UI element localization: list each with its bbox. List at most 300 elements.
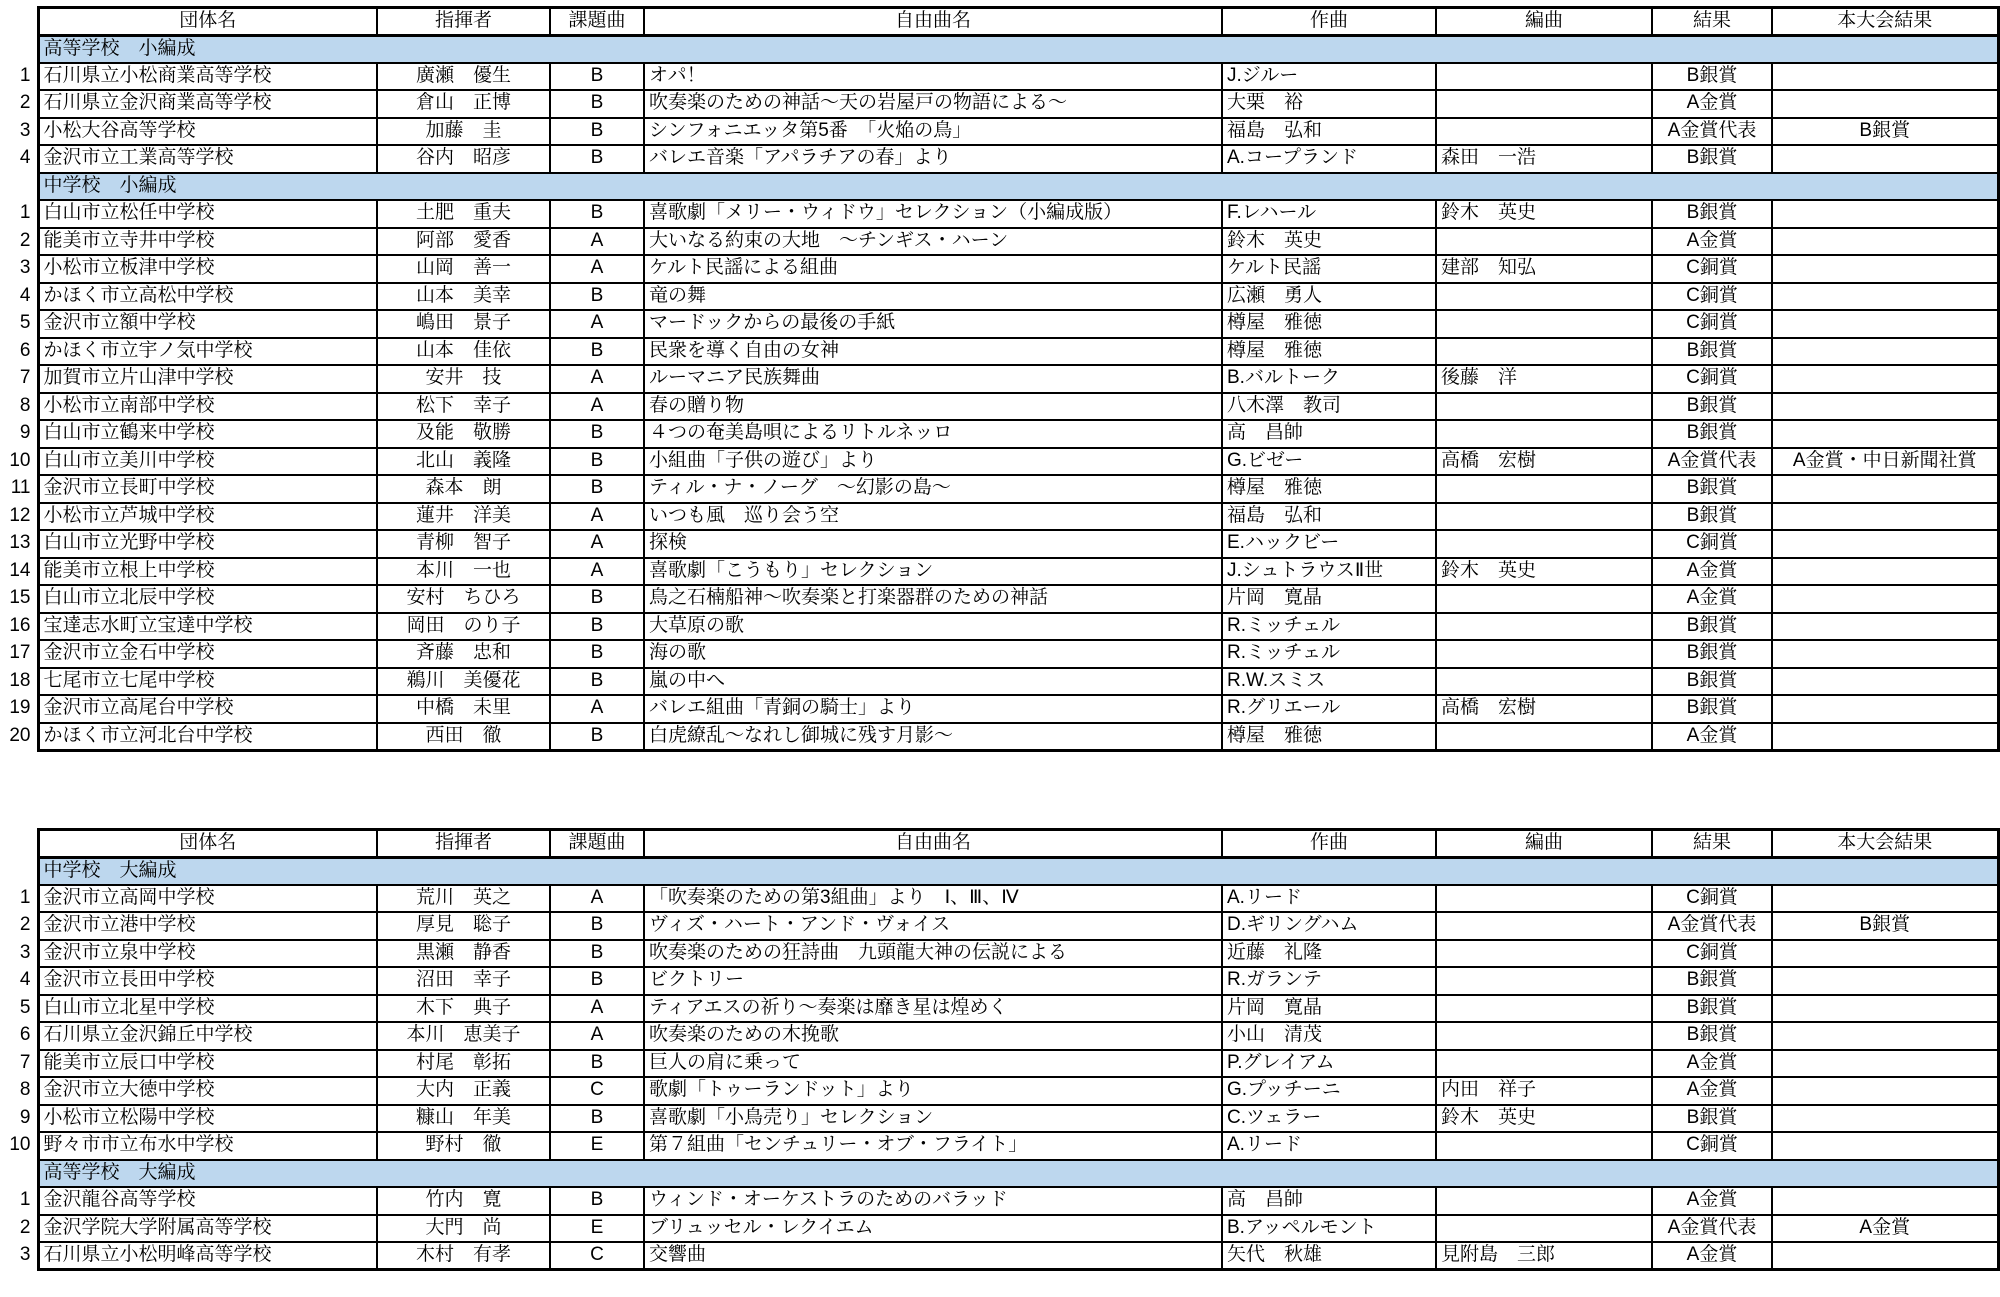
national_result-cell bbox=[1772, 475, 1998, 503]
conductor-cell: 安井 技 bbox=[377, 365, 550, 393]
table-row bbox=[0, 912, 1998, 940]
row-number-gutter bbox=[0, 830, 38, 858]
national_result-cell: A金賞・中日新聞社賞 bbox=[1772, 448, 1998, 476]
row-number: 19 bbox=[0, 695, 38, 723]
table-row bbox=[0, 63, 1998, 91]
national_result-cell bbox=[1772, 228, 1998, 256]
arranger-cell: 内田 祥子 bbox=[1436, 1077, 1652, 1105]
composer-cell: 福島 弘和 bbox=[1222, 503, 1436, 531]
group-cell: 金沢市立長田中学校 bbox=[38, 967, 377, 995]
column-header-result: 結果 bbox=[1652, 830, 1772, 858]
result-cell: C銅賞 bbox=[1652, 365, 1772, 393]
column-header-national_result: 本大会結果 bbox=[1772, 830, 1998, 858]
free_piece-cell: 竜の舞 bbox=[644, 283, 1222, 311]
row-number: 3 bbox=[0, 940, 38, 968]
set_piece-cell: E bbox=[550, 1215, 644, 1243]
free_piece-cell: ４つの奄美島唄によるリトルネッロ bbox=[644, 420, 1222, 448]
result-cell: C銅賞 bbox=[1652, 940, 1772, 968]
result-cell: B銀賞 bbox=[1652, 695, 1772, 723]
group-cell: 小松市立芦城中学校 bbox=[38, 503, 377, 531]
composer-cell: B.バルトーク bbox=[1222, 365, 1436, 393]
result-cell: B銀賞 bbox=[1652, 200, 1772, 228]
free_piece-cell: ティル・ナ・ノーグ ～幻影の島～ bbox=[644, 475, 1222, 503]
national_result-cell bbox=[1772, 90, 1998, 118]
set_piece-cell: A bbox=[550, 255, 644, 283]
set_piece-cell: A bbox=[550, 995, 644, 1023]
table-row bbox=[0, 695, 1998, 723]
composer-cell: 福島 弘和 bbox=[1222, 118, 1436, 146]
table-row bbox=[0, 118, 1998, 146]
national_result-cell: B銀賞 bbox=[1772, 912, 1998, 940]
national_result-cell bbox=[1772, 558, 1998, 586]
table-row bbox=[0, 90, 1998, 118]
result-cell: B銀賞 bbox=[1652, 420, 1772, 448]
group-cell: かほく市立河北台中学校 bbox=[38, 723, 377, 751]
row-number: 17 bbox=[0, 640, 38, 668]
row-number: 20 bbox=[0, 723, 38, 751]
free_piece-cell: 吹奏楽のための神話～天の岩屋戸の物語による～ bbox=[644, 90, 1222, 118]
arranger-cell bbox=[1436, 1187, 1652, 1215]
set_piece-cell: E bbox=[550, 1132, 644, 1160]
set_piece-cell: B bbox=[550, 940, 644, 968]
row-number: 1 bbox=[0, 63, 38, 91]
arranger-cell bbox=[1436, 995, 1652, 1023]
result-cell: B銀賞 bbox=[1652, 967, 1772, 995]
conductor-cell: 嶋田 景子 bbox=[377, 310, 550, 338]
group-cell: 金沢市立高岡中学校 bbox=[38, 885, 377, 913]
group-cell: 金沢市立金石中学校 bbox=[38, 640, 377, 668]
row-number: 12 bbox=[0, 503, 38, 531]
national_result-cell bbox=[1772, 530, 1998, 558]
composer-cell: 矢代 秋雄 bbox=[1222, 1242, 1436, 1270]
column-header-arranger: 編曲 bbox=[1436, 830, 1652, 858]
group-cell: 白山市立光野中学校 bbox=[38, 530, 377, 558]
row-number: 1 bbox=[0, 200, 38, 228]
free_piece-cell: ルーマニア民族舞曲 bbox=[644, 365, 1222, 393]
free_piece-cell: 鳥之石楠船神～吹奏楽と打楽器群のための神話 bbox=[644, 585, 1222, 613]
national_result-cell: A金賞 bbox=[1772, 1215, 1998, 1243]
column-header-set_piece: 課題曲 bbox=[550, 8, 644, 36]
arranger-cell: 森田 一浩 bbox=[1436, 145, 1652, 173]
composer-cell: 鈴木 英史 bbox=[1222, 228, 1436, 256]
arranger-cell: 後藤 洋 bbox=[1436, 365, 1652, 393]
set_piece-cell: B bbox=[550, 420, 644, 448]
composer-cell: P.グレイアム bbox=[1222, 1050, 1436, 1078]
composer-cell: 片岡 寛晶 bbox=[1222, 585, 1436, 613]
row-number: 3 bbox=[0, 255, 38, 283]
row-number bbox=[0, 173, 38, 201]
national_result-cell bbox=[1772, 503, 1998, 531]
composer-cell: R.W.スミス bbox=[1222, 668, 1436, 696]
table-row bbox=[0, 365, 1998, 393]
table-row bbox=[0, 145, 1998, 173]
free_piece-cell: 巨人の肩に乗って bbox=[644, 1050, 1222, 1078]
row-number: 13 bbox=[0, 530, 38, 558]
result-cell: C銅賞 bbox=[1652, 1132, 1772, 1160]
set_piece-cell: A bbox=[550, 393, 644, 421]
national_result-cell bbox=[1772, 1077, 1998, 1105]
group-cell: 金沢学院大学附属高等学校 bbox=[38, 1215, 377, 1243]
conductor-cell: 阿部 愛香 bbox=[377, 228, 550, 256]
table-row bbox=[0, 310, 1998, 338]
conductor-cell: 荒川 英之 bbox=[377, 885, 550, 913]
result-cell: A金賞 bbox=[1652, 585, 1772, 613]
row-number: 14 bbox=[0, 558, 38, 586]
table-row bbox=[0, 1242, 1998, 1270]
set_piece-cell: B bbox=[550, 640, 644, 668]
table-row bbox=[0, 1187, 1998, 1215]
set_piece-cell: B bbox=[550, 967, 644, 995]
table-row bbox=[0, 1105, 1998, 1133]
column-header-free_piece: 自由曲名 bbox=[644, 8, 1222, 36]
national_result-cell bbox=[1772, 585, 1998, 613]
result-cell: B銀賞 bbox=[1652, 145, 1772, 173]
group-cell: 白山市立松任中学校 bbox=[38, 200, 377, 228]
national_result-cell bbox=[1772, 1105, 1998, 1133]
column-header-national_result: 本大会結果 bbox=[1772, 8, 1998, 36]
set_piece-cell: B bbox=[550, 585, 644, 613]
group-cell: 宝達志水町立宝達中学校 bbox=[38, 613, 377, 641]
conductor-cell: 村尾 彰拓 bbox=[377, 1050, 550, 1078]
free_piece-cell: ウィンド・オーケストラのためのバラッド bbox=[644, 1187, 1222, 1215]
composer-cell: R.ガランテ bbox=[1222, 967, 1436, 995]
composer-cell: C.ツェラー bbox=[1222, 1105, 1436, 1133]
free_piece-cell: マードックからの最後の手紙 bbox=[644, 310, 1222, 338]
column-header-conductor: 指揮者 bbox=[377, 8, 550, 36]
arranger-cell bbox=[1436, 885, 1652, 913]
conductor-cell: 山本 佳依 bbox=[377, 338, 550, 366]
group-cell: 金沢市立大徳中学校 bbox=[38, 1077, 377, 1105]
composer-cell: G.ビゼー bbox=[1222, 448, 1436, 476]
row-number: 7 bbox=[0, 365, 38, 393]
row-number: 9 bbox=[0, 420, 38, 448]
result-cell: A金賞 bbox=[1652, 228, 1772, 256]
result-cell: A金賞 bbox=[1652, 558, 1772, 586]
result-cell: C銅賞 bbox=[1652, 530, 1772, 558]
table-row bbox=[0, 640, 1998, 668]
free_piece-cell: 吹奏楽のための木挽歌 bbox=[644, 1022, 1222, 1050]
national_result-cell bbox=[1772, 365, 1998, 393]
table-row bbox=[0, 420, 1998, 448]
column-header-conductor: 指揮者 bbox=[377, 830, 550, 858]
table-row bbox=[0, 613, 1998, 641]
set_piece-cell: B bbox=[550, 338, 644, 366]
set_piece-cell: B bbox=[550, 118, 644, 146]
result-cell: A金賞代表 bbox=[1652, 118, 1772, 146]
set_piece-cell: B bbox=[550, 1050, 644, 1078]
arranger-cell bbox=[1436, 723, 1652, 751]
set_piece-cell: A bbox=[550, 503, 644, 531]
arranger-cell: 鈴木 英史 bbox=[1436, 200, 1652, 228]
row-number: 1 bbox=[0, 1187, 38, 1215]
free_piece-cell: 嵐の中へ bbox=[644, 668, 1222, 696]
free_piece-cell: 海の歌 bbox=[644, 640, 1222, 668]
free_piece-cell: 喜歌劇「メリー・ウィドウ」セレクション（小編成版） bbox=[644, 200, 1222, 228]
group-cell: 能美市立辰口中学校 bbox=[38, 1050, 377, 1078]
column-header-group: 団体名 bbox=[38, 8, 377, 36]
composer-cell: 片岡 寛晶 bbox=[1222, 995, 1436, 1023]
composer-cell: 大栗 裕 bbox=[1222, 90, 1436, 118]
table-row bbox=[0, 255, 1998, 283]
set_piece-cell: A bbox=[550, 695, 644, 723]
conductor-cell: 及能 敬勝 bbox=[377, 420, 550, 448]
set_piece-cell: B bbox=[550, 912, 644, 940]
arranger-cell bbox=[1436, 90, 1652, 118]
arranger-cell bbox=[1436, 420, 1652, 448]
table-row bbox=[0, 723, 1998, 751]
group-cell: 金沢市立港中学校 bbox=[38, 912, 377, 940]
set_piece-cell: B bbox=[550, 448, 644, 476]
section-label: 高等学校 大編成 bbox=[38, 1160, 1998, 1188]
set_piece-cell: A bbox=[550, 228, 644, 256]
arranger-cell: 高橋 宏樹 bbox=[1436, 695, 1652, 723]
arranger-cell: 鈴木 英史 bbox=[1436, 558, 1652, 586]
group-cell: 小松市立板津中学校 bbox=[38, 255, 377, 283]
composer-cell: J.シュトラウスⅡ世 bbox=[1222, 558, 1436, 586]
result-cell: A金賞 bbox=[1652, 723, 1772, 751]
conductor-cell: 蓮井 洋美 bbox=[377, 503, 550, 531]
section-row bbox=[0, 173, 1998, 201]
result-cell: A金賞 bbox=[1652, 1050, 1772, 1078]
composer-cell: 高 昌帥 bbox=[1222, 420, 1436, 448]
conductor-cell: 野村 徹 bbox=[377, 1132, 550, 1160]
arranger-cell bbox=[1436, 1132, 1652, 1160]
row-number: 4 bbox=[0, 145, 38, 173]
arranger-cell bbox=[1436, 912, 1652, 940]
conductor-cell: 山本 美幸 bbox=[377, 283, 550, 311]
conductor-cell: 木村 有孝 bbox=[377, 1242, 550, 1270]
table-row bbox=[0, 448, 1998, 476]
group-cell: 白山市立鶴来中学校 bbox=[38, 420, 377, 448]
conductor-cell: 本川 恵美子 bbox=[377, 1022, 550, 1050]
table-row bbox=[0, 967, 1998, 995]
group-cell: 小松大谷高等学校 bbox=[38, 118, 377, 146]
result-cell: B銀賞 bbox=[1652, 668, 1772, 696]
set_piece-cell: B bbox=[550, 723, 644, 751]
free_piece-cell: ティアエスの祈り～奏楽は靡き星は煌めく bbox=[644, 995, 1222, 1023]
group-cell: 白山市立美川中学校 bbox=[38, 448, 377, 476]
result-cell: B銀賞 bbox=[1652, 640, 1772, 668]
composer-cell: J.ジルー bbox=[1222, 63, 1436, 91]
arranger-cell bbox=[1436, 503, 1652, 531]
free_piece-cell: 吹奏楽のための狂詩曲 九頭龍大神の伝説による bbox=[644, 940, 1222, 968]
result-cell: A金賞代表 bbox=[1652, 448, 1772, 476]
group-cell: かほく市立宇ノ気中学校 bbox=[38, 338, 377, 366]
table-row bbox=[0, 283, 1998, 311]
composer-cell: G.プッチーニ bbox=[1222, 1077, 1436, 1105]
arranger-cell bbox=[1436, 118, 1652, 146]
free_piece-cell: 大草原の歌 bbox=[644, 613, 1222, 641]
conductor-cell: 谷内 昭彦 bbox=[377, 145, 550, 173]
national_result-cell bbox=[1772, 1022, 1998, 1050]
group-cell: 金沢市立工業高等学校 bbox=[38, 145, 377, 173]
row-number: 8 bbox=[0, 393, 38, 421]
row-number: 6 bbox=[0, 338, 38, 366]
row-number: 10 bbox=[0, 448, 38, 476]
result-cell: C銅賞 bbox=[1652, 310, 1772, 338]
column-header-arranger: 編曲 bbox=[1436, 8, 1652, 36]
table-row bbox=[0, 585, 1998, 613]
results-table-upper bbox=[0, 6, 2000, 752]
column-header-composer: 作曲 bbox=[1222, 830, 1436, 858]
column-header-composer: 作曲 bbox=[1222, 8, 1436, 36]
table-row bbox=[0, 530, 1998, 558]
result-cell: A金賞 bbox=[1652, 1187, 1772, 1215]
national_result-cell bbox=[1772, 940, 1998, 968]
composer-cell: 樽屋 雅徳 bbox=[1222, 475, 1436, 503]
national_result-cell bbox=[1772, 338, 1998, 366]
group-cell: 野々市市立布水中学校 bbox=[38, 1132, 377, 1160]
conductor-cell: 西田 徹 bbox=[377, 723, 550, 751]
result-cell: C銅賞 bbox=[1652, 885, 1772, 913]
row-number: 2 bbox=[0, 228, 38, 256]
free_piece-cell: バレエ音楽「アパラチアの春」より bbox=[644, 145, 1222, 173]
free_piece-cell: 探検 bbox=[644, 530, 1222, 558]
set_piece-cell: A bbox=[550, 530, 644, 558]
section-row bbox=[0, 1160, 1998, 1188]
conductor-cell: 青柳 智子 bbox=[377, 530, 550, 558]
composer-cell: 広瀬 勇人 bbox=[1222, 283, 1436, 311]
row-number: 1 bbox=[0, 885, 38, 913]
table-row bbox=[0, 393, 1998, 421]
table-row bbox=[0, 503, 1998, 531]
national_result-cell bbox=[1772, 420, 1998, 448]
free_piece-cell: ケルト民謡による組曲 bbox=[644, 255, 1222, 283]
group-cell: 金沢市立長町中学校 bbox=[38, 475, 377, 503]
national_result-cell bbox=[1772, 393, 1998, 421]
set_piece-cell: A bbox=[550, 885, 644, 913]
conductor-cell: 黒瀬 静香 bbox=[377, 940, 550, 968]
result-cell: B銀賞 bbox=[1652, 393, 1772, 421]
composer-cell: 樽屋 雅徳 bbox=[1222, 310, 1436, 338]
arranger-cell bbox=[1436, 940, 1652, 968]
result-cell: C銅賞 bbox=[1652, 255, 1772, 283]
table-row bbox=[0, 475, 1998, 503]
table-row bbox=[0, 940, 1998, 968]
arranger-cell bbox=[1436, 668, 1652, 696]
row-number: 2 bbox=[0, 912, 38, 940]
section-label: 中学校 小編成 bbox=[38, 173, 1998, 201]
arranger-cell bbox=[1436, 585, 1652, 613]
conductor-cell: 厚見 聡子 bbox=[377, 912, 550, 940]
section-label: 高等学校 小編成 bbox=[38, 35, 1998, 63]
group-cell: 石川県立金沢商業高等学校 bbox=[38, 90, 377, 118]
national_result-cell bbox=[1772, 1132, 1998, 1160]
row-number bbox=[0, 35, 38, 63]
national_result-cell bbox=[1772, 967, 1998, 995]
composer-cell: 八木澤 教司 bbox=[1222, 393, 1436, 421]
group-cell: 小松市立南部中学校 bbox=[38, 393, 377, 421]
result-cell: A金賞 bbox=[1652, 1077, 1772, 1105]
conductor-cell: 北山 義隆 bbox=[377, 448, 550, 476]
result-cell: B銀賞 bbox=[1652, 338, 1772, 366]
free_piece-cell: 大いなる約束の大地 ～チンギス・ハーン bbox=[644, 228, 1222, 256]
row-number: 15 bbox=[0, 585, 38, 613]
arranger-cell bbox=[1436, 310, 1652, 338]
composer-cell: R.グリエール bbox=[1222, 695, 1436, 723]
arranger-cell bbox=[1436, 338, 1652, 366]
arranger-cell bbox=[1436, 228, 1652, 256]
set_piece-cell: B bbox=[550, 1105, 644, 1133]
row-number: 2 bbox=[0, 90, 38, 118]
free_piece-cell: 「吹奏楽のための第3組曲」より Ⅰ、Ⅲ、Ⅳ bbox=[644, 885, 1222, 913]
free_piece-cell: 春の贈り物 bbox=[644, 393, 1222, 421]
table-row bbox=[0, 995, 1998, 1023]
result-cell: B銀賞 bbox=[1652, 475, 1772, 503]
group-cell: 石川県立小松商業高等学校 bbox=[38, 63, 377, 91]
group-cell: 金沢市立額中学校 bbox=[38, 310, 377, 338]
national_result-cell bbox=[1772, 885, 1998, 913]
set_piece-cell: B bbox=[550, 1187, 644, 1215]
national_result-cell bbox=[1772, 63, 1998, 91]
set_piece-cell: C bbox=[550, 1077, 644, 1105]
free_piece-cell: オパ！ bbox=[644, 63, 1222, 91]
set_piece-cell: B bbox=[550, 145, 644, 173]
arranger-cell bbox=[1436, 283, 1652, 311]
free_piece-cell: 第７組曲「センチュリー・オブ・フライト」 bbox=[644, 1132, 1222, 1160]
conductor-cell: 糠山 年美 bbox=[377, 1105, 550, 1133]
national_result-cell bbox=[1772, 613, 1998, 641]
national_result-cell bbox=[1772, 668, 1998, 696]
row-number: 5 bbox=[0, 995, 38, 1023]
composer-cell: 小山 清茂 bbox=[1222, 1022, 1436, 1050]
arranger-cell bbox=[1436, 967, 1652, 995]
column-header-free_piece: 自由曲名 bbox=[644, 830, 1222, 858]
arranger-cell: 高橋 宏樹 bbox=[1436, 448, 1652, 476]
free_piece-cell: 喜歌劇「小鳥売り」セレクション bbox=[644, 1105, 1222, 1133]
conductor-cell: 斉藤 忠和 bbox=[377, 640, 550, 668]
set_piece-cell: A bbox=[550, 365, 644, 393]
conductor-cell: 木下 典子 bbox=[377, 995, 550, 1023]
table-row bbox=[0, 228, 1998, 256]
row-number-gutter bbox=[0, 8, 38, 36]
composer-cell: R.ミッチェル bbox=[1222, 613, 1436, 641]
composer-cell: ケルト民謡 bbox=[1222, 255, 1436, 283]
conductor-cell: 土肥 重夫 bbox=[377, 200, 550, 228]
conductor-cell: 大内 正義 bbox=[377, 1077, 550, 1105]
row-number: 4 bbox=[0, 967, 38, 995]
result-cell: B銀賞 bbox=[1652, 503, 1772, 531]
result-cell: A金賞 bbox=[1652, 1242, 1772, 1270]
result-cell: A金賞代表 bbox=[1652, 1215, 1772, 1243]
arranger-cell bbox=[1436, 1050, 1652, 1078]
group-cell: 金沢龍谷高等学校 bbox=[38, 1187, 377, 1215]
group-cell: 加賀市立片山津中学校 bbox=[38, 365, 377, 393]
composer-cell: 近藤 礼隆 bbox=[1222, 940, 1436, 968]
conductor-cell: 岡田 のり子 bbox=[377, 613, 550, 641]
arranger-cell bbox=[1436, 475, 1652, 503]
table-row bbox=[0, 1215, 1998, 1243]
national_result-cell bbox=[1772, 310, 1998, 338]
group-cell: 能美市立寺井中学校 bbox=[38, 228, 377, 256]
result-cell: A金賞代表 bbox=[1652, 912, 1772, 940]
table-row bbox=[0, 885, 1998, 913]
row-number: 7 bbox=[0, 1050, 38, 1078]
free_piece-cell: 喜歌劇「こうもり」セレクション bbox=[644, 558, 1222, 586]
table-row bbox=[0, 558, 1998, 586]
set_piece-cell: A bbox=[550, 310, 644, 338]
row-number: 4 bbox=[0, 283, 38, 311]
arranger-cell bbox=[1436, 613, 1652, 641]
conductor-cell: 加藤 圭 bbox=[377, 118, 550, 146]
set_piece-cell: C bbox=[550, 1242, 644, 1270]
row-number: 9 bbox=[0, 1105, 38, 1133]
free_piece-cell: シンフォニエッタ第5番 「火焔の鳥」 bbox=[644, 118, 1222, 146]
group-cell: 小松市立松陽中学校 bbox=[38, 1105, 377, 1133]
conductor-cell: 本川 一也 bbox=[377, 558, 550, 586]
arranger-cell bbox=[1436, 393, 1652, 421]
table-row bbox=[0, 338, 1998, 366]
